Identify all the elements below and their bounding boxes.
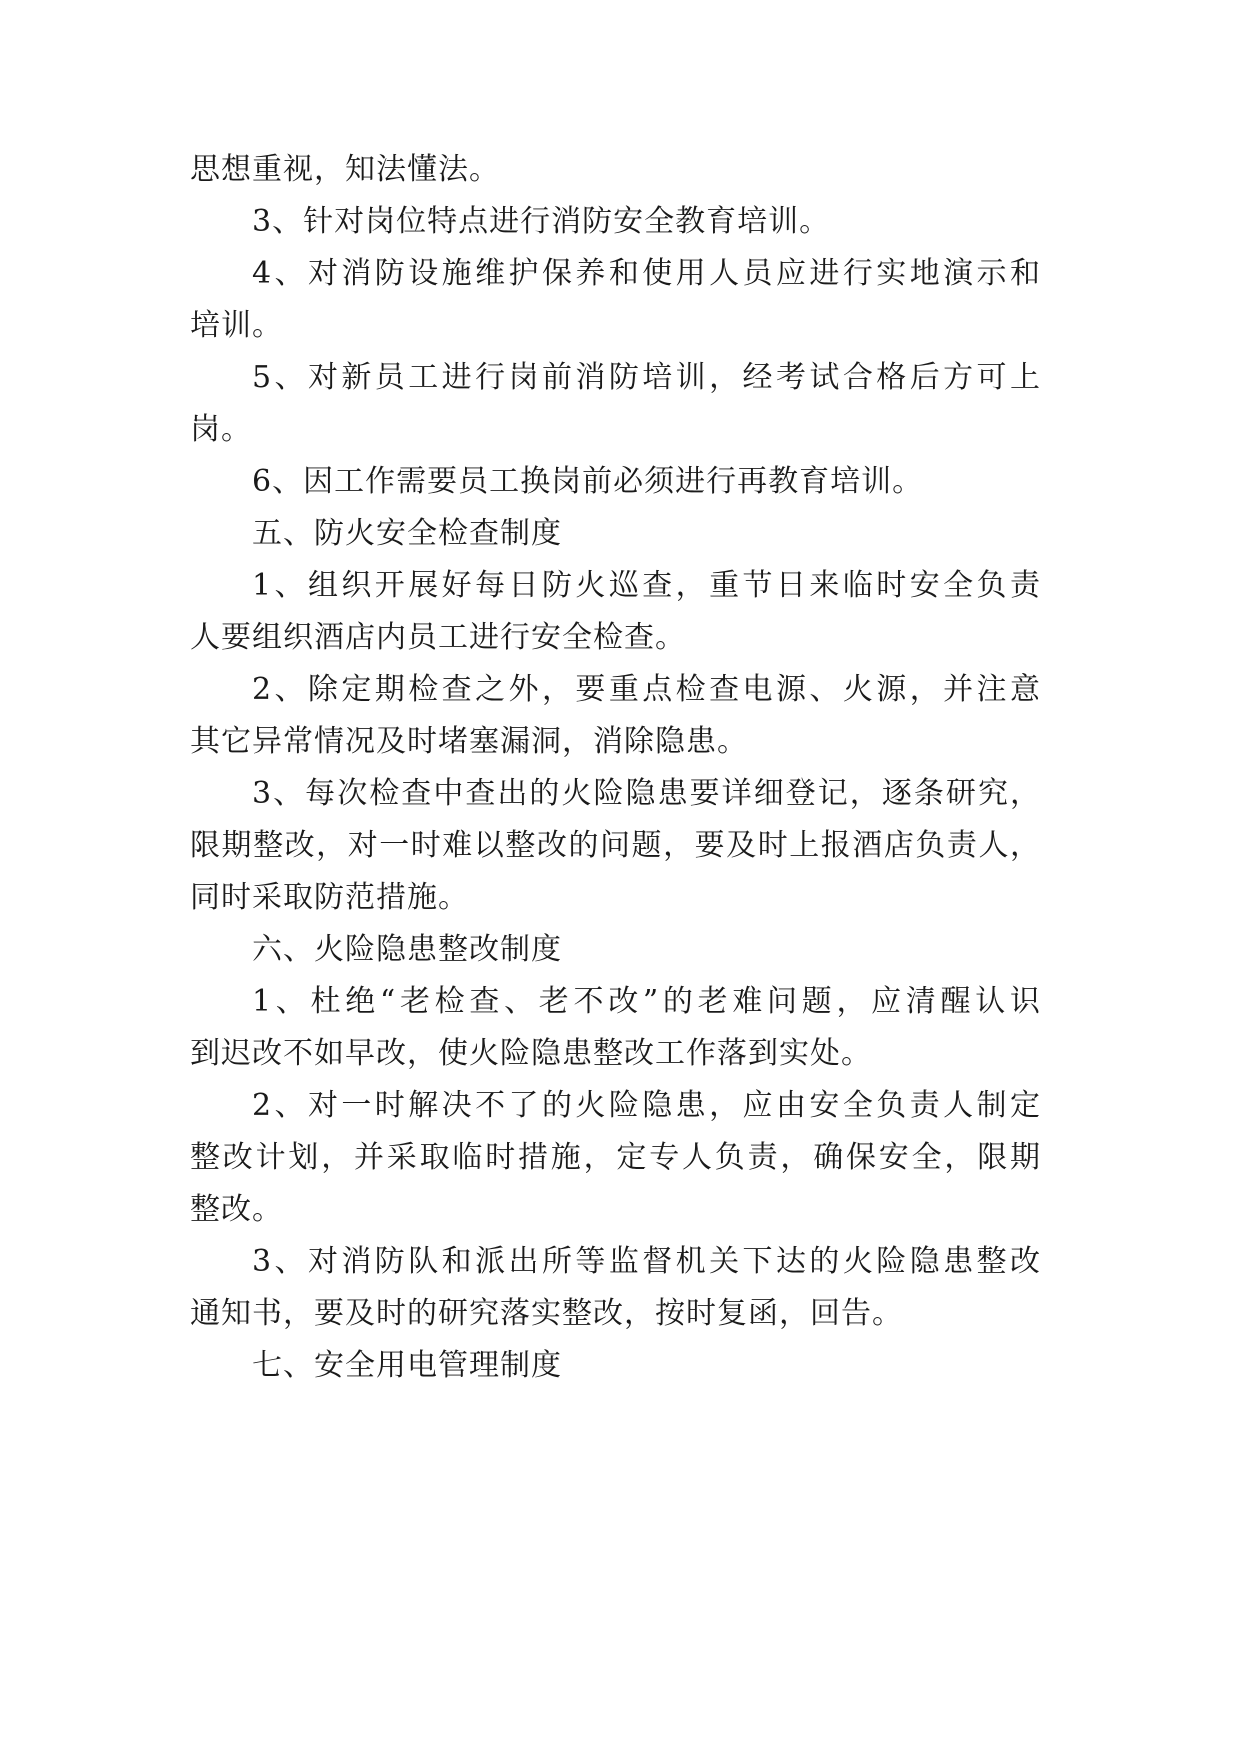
text-line: 思想重视，知法懂法。	[190, 152, 500, 187]
text-line: 人要组织酒店内员工进行安全检查。	[190, 620, 686, 655]
text-line: 岗。	[190, 412, 252, 447]
text-line: 1、杜绝“老检查、老不改”的老难问题，应清醒认识	[252, 984, 1040, 1019]
text-line: 整改。	[190, 1192, 283, 1227]
text-line: 3、每次检查中查出的火险隐患要详细登记，逐条研究，	[252, 776, 1040, 811]
section-heading: 五、防火安全检查制度	[252, 516, 562, 551]
section-heading: 六、火险隐患整改制度	[252, 932, 562, 967]
text-line: 2、对一时解决不了的火险隐患，应由安全负责人制定	[252, 1088, 1040, 1123]
text-line: 3、对消防队和派出所等监督机关下达的火险隐患整改	[252, 1244, 1040, 1279]
text-line: 培训。	[190, 308, 283, 343]
text-line: 3、针对岗位特点进行消防安全教育培训。	[252, 204, 831, 239]
text-line: 其它异常情况及时堵塞漏洞，消除隐患。	[190, 724, 748, 759]
text-line: 1、组织开展好每日防火巡查，重节日来临时安全负责	[252, 568, 1040, 603]
text-line: 整改计划，并采取临时措施，定专人负责，确保安全，限期	[190, 1140, 1040, 1175]
text-line: 5、对新员工进行岗前消防培训，经考试合格后方可上	[252, 360, 1040, 395]
text-line: 4、对消防设施维护保养和使用人员应进行实地演示和	[252, 256, 1040, 291]
text-line: 2、除定期检查之外，要重点检查电源、火源，并注意	[252, 672, 1040, 707]
section-heading: 七、安全用电管理制度	[252, 1348, 562, 1383]
text-line: 同时采取防范措施。	[190, 880, 469, 915]
text-line: 到迟改不如早改，使火险隐患整改工作落到实处。	[190, 1036, 872, 1071]
text-line: 6、因工作需要员工换岗前必须进行再教育培训。	[252, 464, 924, 499]
text-line: 通知书，要及时的研究落实整改，按时复函，回告。	[190, 1296, 903, 1331]
text-line: 限期整改，对一时难以整改的问题，要及时上报酒店负责人，	[190, 828, 1040, 863]
